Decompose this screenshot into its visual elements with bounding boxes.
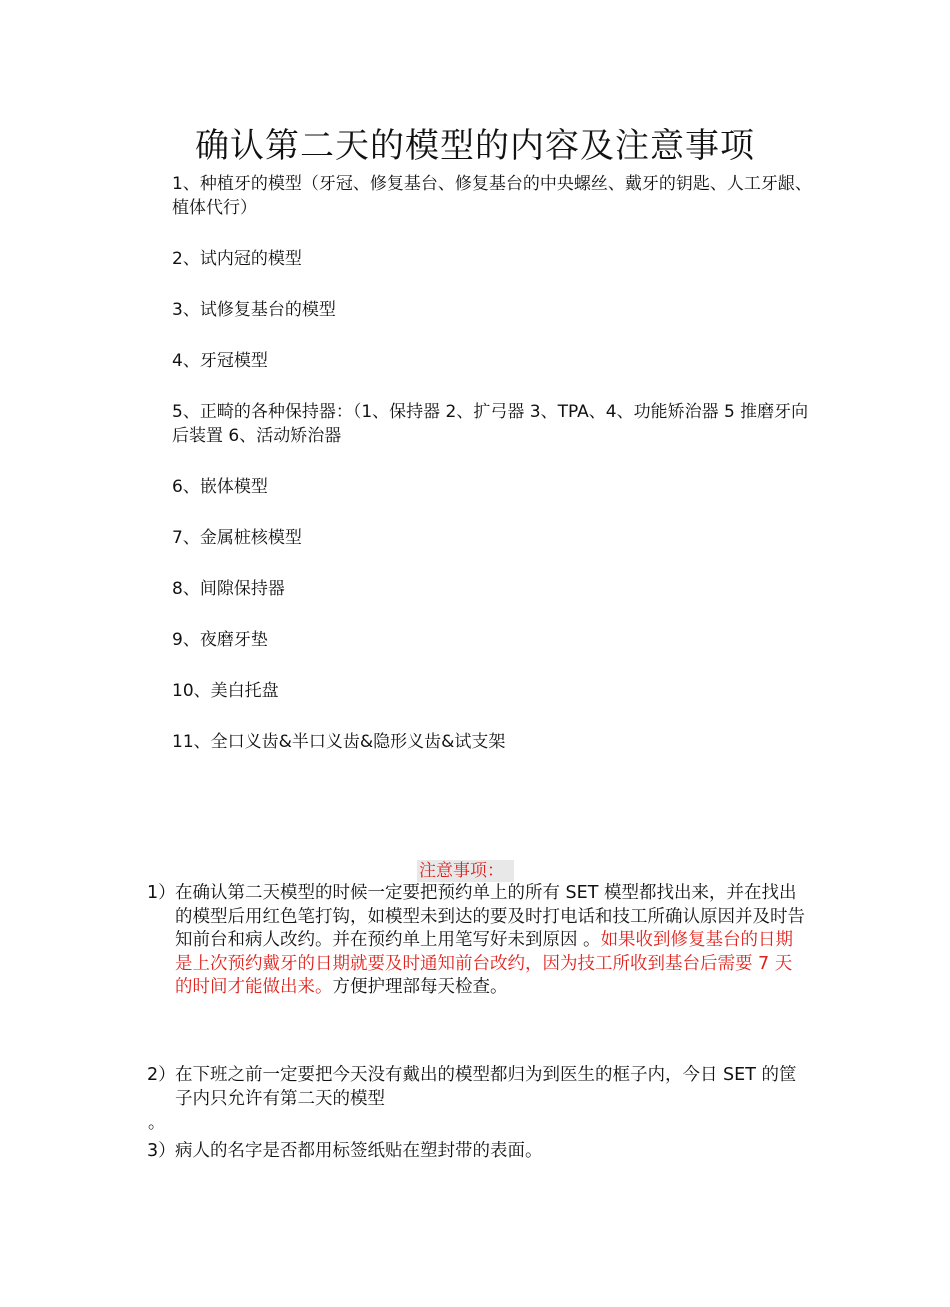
note-text: 在确认第二天模型的时候一定要把预约单上的所有 SET 模型都找出来，并在找出的模型后用红色笔打钩，如模型未到达的要及时打电话和技工所确认原因并及时告知前台和病人改约。并在预约单上用笔写好未到原因 。: [175, 883, 805, 950]
list-item: 9、夜磨牙垫: [172, 630, 268, 650]
list-item: 11、全口义齿&半口义齿&隐形义齿&试支架: [172, 732, 506, 752]
document-title: 确认第二天的模型的内容及注意事项: [195, 126, 755, 166]
note-item: [147, 1140, 807, 1164]
model-item-list: [172, 172, 822, 754]
note-tail-text: 方便护理部每天检查。: [332, 977, 508, 997]
note-body: 在下班之前一定要把今天没有戴出的模型都归为到医生的框子内，今日 SET 的筐子内只允许有第二天的模型: [175, 1065, 797, 1109]
note-item: [147, 1064, 807, 1111]
stray-period: 。: [148, 1113, 165, 1133]
note-item: [147, 882, 807, 1000]
list-item: 7、金属桩核模型: [172, 528, 302, 548]
note-body: [175, 882, 807, 1000]
list-item: 2、试内冠的模型: [172, 249, 302, 269]
list-item: 1、种植牙的模型（牙冠、修复基台、修复基台的中央螺丝、戴牙的钥匙、人工牙龈、植体代行）: [172, 174, 812, 218]
note-body: 病人的名字是否都用标签纸贴在塑封带的表面。: [175, 1141, 543, 1161]
list-item: 4、牙冠模型: [172, 351, 268, 371]
list-item: 10、美白托盘: [172, 681, 279, 701]
list-item: 5、正畸的各种保持器：（1、保持器 2、扩弓器 3、TPA、4、功能矫治器 5 推磨牙向后装置 6、活动矫治器: [172, 402, 809, 446]
list-item: 3、试修复基台的模型: [172, 300, 336, 320]
note-red-text: 如果收到修复基台的日期是上次预约戴牙的日期就要及时通知前台改约，因为技工所收到基台后需要 7 天的时间才能做出来。: [175, 930, 794, 997]
note-number: 2）: [147, 1065, 176, 1085]
note-number: 3）: [147, 1141, 176, 1161]
notes-heading: 注意事项：: [417, 860, 514, 882]
note-number: 1）: [147, 883, 176, 903]
list-item: 8、间隙保持器: [172, 579, 285, 599]
list-item: 6、嵌体模型: [172, 477, 268, 497]
